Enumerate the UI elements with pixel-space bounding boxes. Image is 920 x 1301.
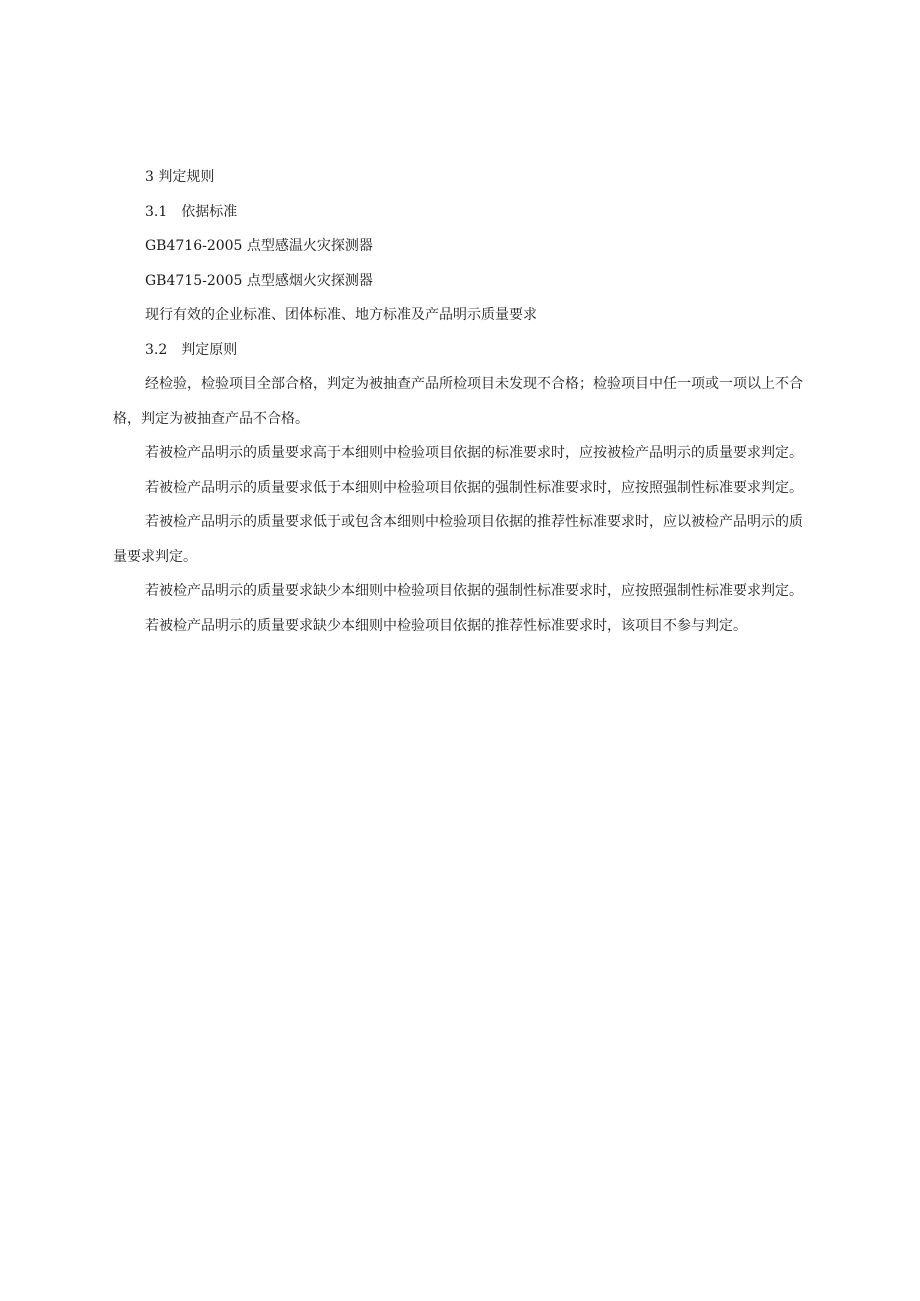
principle-paragraph: 若被检产品明示的质量要求低于本细则中检验项目依据的强制性标准要求时，应按照强制性标准要求判定。 — [145, 479, 803, 496]
principle-paragraph: 若被检产品明示的质量要求缺少本细则中检验项目依据的强制性标准要求时，应按照强制性标准要求判定。 — [145, 583, 803, 599]
principle-paragraph: 若被检产品明示的质量要求低于或包含本细则中检验项目依据的推荐性标准要求时，应以被检产品明示的质量要求判定。 — [113, 514, 803, 565]
document-body — [113, 160, 803, 643]
standard-item: GB4716-2005 点型感温火灾探测器 — [145, 238, 373, 254]
subsection-title: 判定原则 — [181, 341, 238, 358]
principle-paragraph: 若被检产品明示的质量要求缺少本细则中检验项目依据的推荐性标准要求时，该项目不参与判定。 — [145, 617, 747, 634]
subsection-heading-principles — [113, 333, 803, 368]
principle-paragraph: 若被检产品明示的质量要求高于本细则中检验项目依据的标准要求时，应按被检产品明示的质量要求判定。 — [145, 445, 803, 461]
standard-item: 现行有效的企业标准、团体标准、地方标准及产品明示质量要求 — [145, 307, 537, 323]
subsection-heading-basis — [113, 195, 803, 230]
subsection-number: 3.1 — [145, 203, 168, 220]
subsection-title: 依据标准 — [181, 203, 238, 220]
subsection-number: 3.2 — [145, 341, 168, 358]
standard-item: GB4715-2005 点型感烟火灾探测器 — [145, 272, 373, 289]
section-heading: 3 判定规则 — [145, 169, 215, 185]
principle-paragraph: 经检验，检验项目全部合格，判定为被抽查产品所检项目未发现不合格；检验项目中任一项或一项以上不合格，判定为被抽查产品不合格。 — [113, 376, 803, 427]
